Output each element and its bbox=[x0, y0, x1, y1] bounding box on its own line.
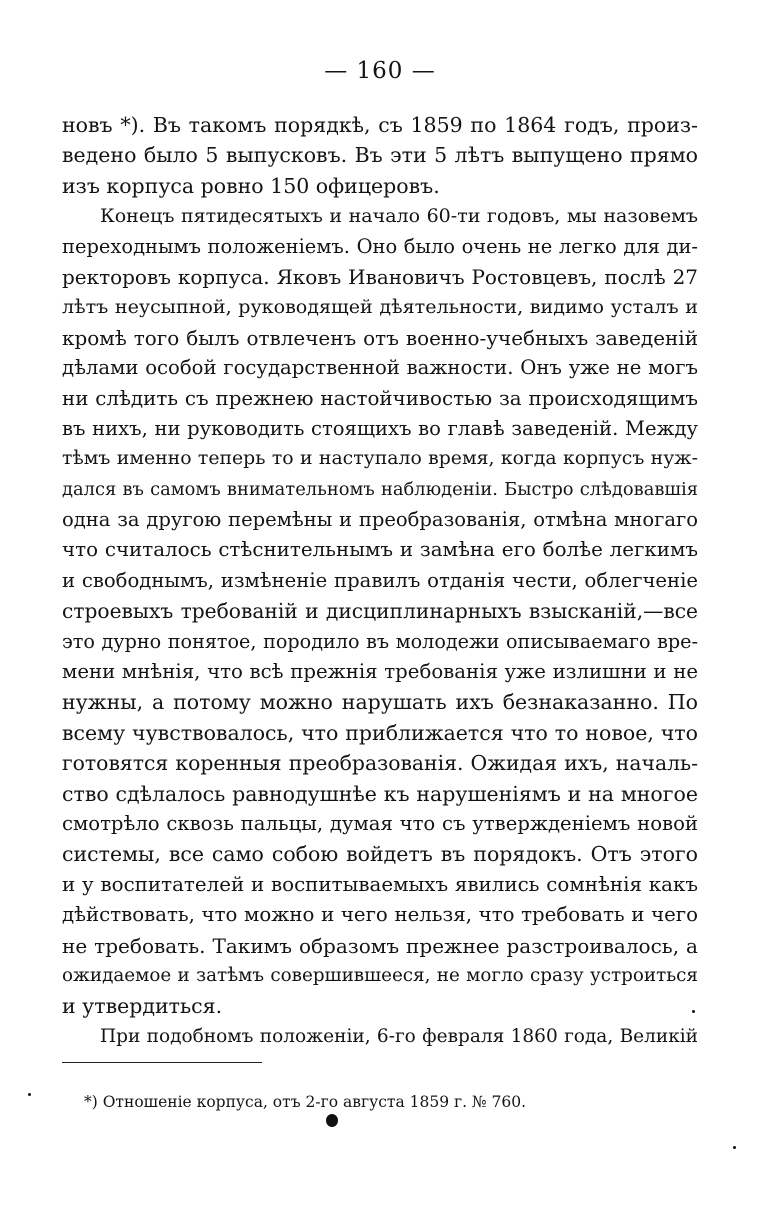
text-line: кромѣ того былъ отвлеченъ отъ военно-учебныхъ заведеній bbox=[62, 325, 698, 350]
ink-speck bbox=[692, 1010, 695, 1013]
ink-speck bbox=[733, 1146, 736, 1149]
text-line: тѣмъ именно теперь то и наступало время, когда корпусъ нуж- bbox=[62, 448, 698, 470]
text-line: изъ корпуса ровно 150 офицеровъ. bbox=[62, 173, 440, 198]
text-line: дѣйствовать, что можно и чего нельзя, что требовать и чего bbox=[62, 903, 698, 927]
body-text bbox=[62, 110, 698, 1052]
text-line: новъ *). Въ такомъ порядкѣ, съ 1859 по 1864 годъ, произ- bbox=[62, 113, 698, 137]
text-line: въ нихъ, ни руководить стоящихъ во главѣ заведеній. Между bbox=[62, 416, 698, 440]
text-line: системы, все само собою войдетъ въ порядокъ. Отъ этого bbox=[62, 842, 698, 867]
text-line: смотрѣло сквозь пальцы, думая что съ утвержденіемъ новой bbox=[62, 811, 698, 835]
text-line: одна за другою перемѣны и преобразованія, отмѣна многаго bbox=[62, 508, 698, 532]
text-line: Конецъ пятидесятыхъ и начало 60-ти годовъ, мы назовемъ bbox=[100, 205, 698, 228]
footnote-divider bbox=[62, 1062, 262, 1063]
text-line: и утвердиться. bbox=[62, 994, 223, 1019]
text-line: всему чувствовалось, что приближается что то новое, что bbox=[62, 720, 698, 745]
text-line: строевыхъ требованій и дисциплинарныхъ взысканій,—все bbox=[62, 599, 698, 624]
text-line: что считалось стѣснительнымъ и замѣна его болѣе легкимъ bbox=[62, 538, 698, 562]
text-line: нужны, а потому можно нарушать ихъ безнаказанно. По bbox=[62, 690, 698, 715]
footnote: *) Отношеніе корпуса, отъ 2-го августа 1859 г. № 760. bbox=[84, 1093, 527, 1111]
text-line: не требовать. Такимъ образомъ прежнее разстроивалось, а bbox=[62, 933, 698, 958]
text-line: ведено было 5 выпусковъ. Въ эти 5 лѣтъ выпущено прямо bbox=[62, 143, 698, 168]
ink-speck bbox=[28, 1093, 31, 1096]
ink-speck bbox=[326, 1114, 338, 1127]
page-number: — 160 — bbox=[324, 58, 436, 84]
text-line: мени мнѣнія, что всѣ прежнія требованія уже излишни и не bbox=[62, 660, 698, 684]
text-line: дѣлами особой государственной важности. Онъ уже не могъ bbox=[62, 356, 698, 380]
text-line: При подобномъ положеніи, 6-го февраля 1860 года, Великій bbox=[100, 1025, 698, 1047]
text-line: ни слѣдить съ прежнею настойчивостью за происходящимъ bbox=[62, 386, 698, 410]
text-line: это дурно понятое, породило въ молодежи описываемаго вре- bbox=[62, 629, 698, 653]
text-line: лѣтъ неусыпной, руководящей дѣятельности, видимо усталъ и bbox=[62, 296, 698, 319]
text-line: дался въ самомъ внимательномъ наблюденіи. Быстро слѣдовавшія bbox=[62, 478, 698, 500]
text-line: ство сдѣлалось равнодушнѣе къ нарушеніямъ и на многое bbox=[62, 781, 698, 806]
text-line: ректоровъ корпуса. Яковъ Ивановичъ Ростовцевъ, послѣ 27 bbox=[62, 264, 698, 289]
text-line: ожидаемое и затѣмъ совершившееся, не могло сразу устроиться bbox=[62, 964, 698, 986]
text-line: переходнымъ положеніемъ. Оно было очень не легко для ди- bbox=[62, 234, 698, 258]
text-line: готовятся коренныя преобразованія. Ожидая ихъ, началь- bbox=[62, 751, 698, 776]
text-line: и свободнымъ, измѣненіе правилъ отданія чести, облегченіе bbox=[62, 568, 698, 592]
text-line: и у воспитателей и воспитываемыхъ явились сомнѣнія какъ bbox=[62, 872, 698, 896]
